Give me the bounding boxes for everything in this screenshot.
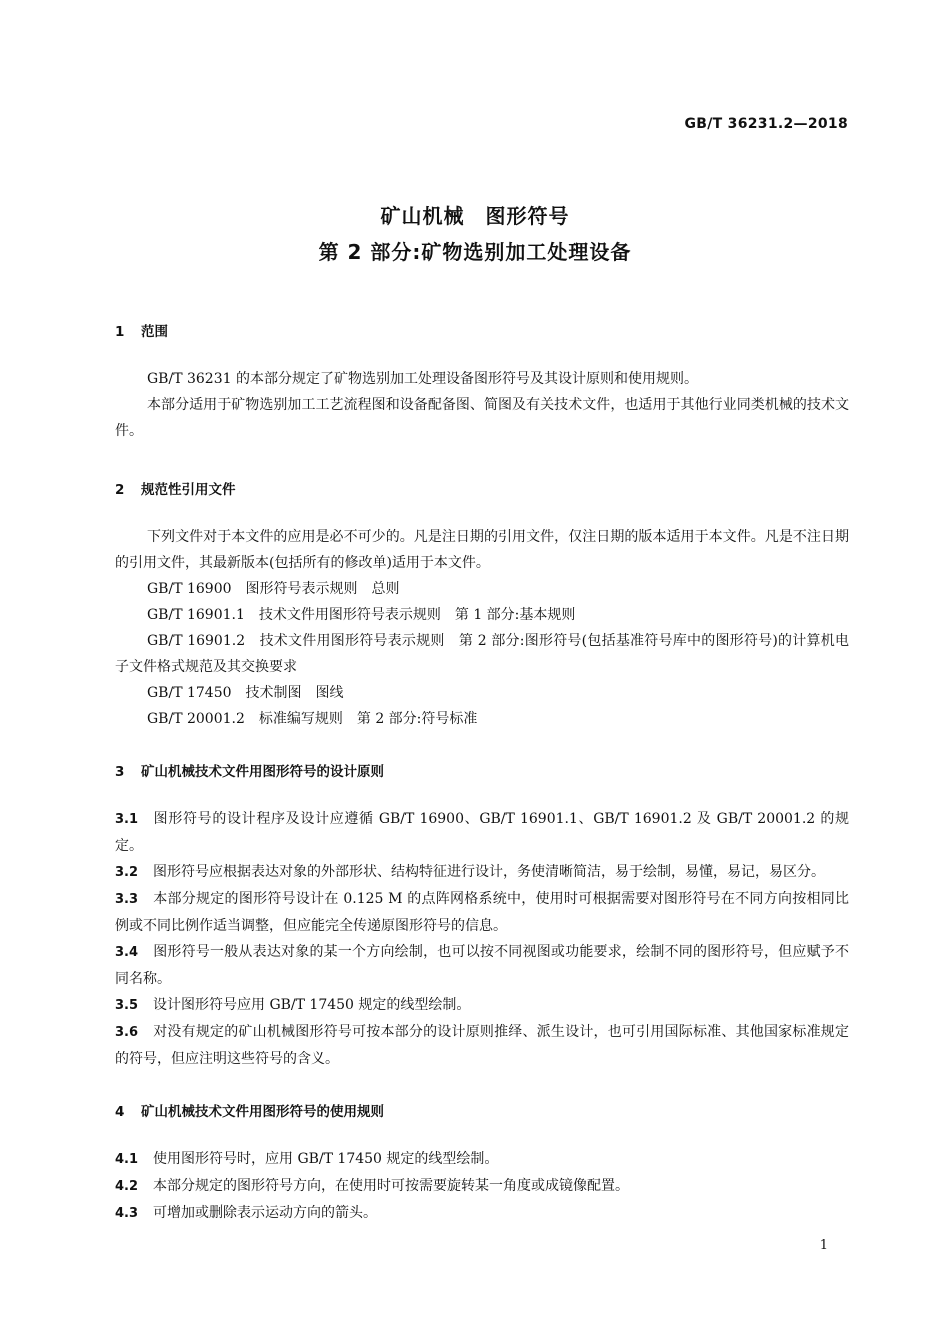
document-title-line1: 矿山机械 图形符号 [380,204,570,228]
clause-3-1: 3.1 图形符号的设计程序及设计应遵循 GB/T 16900、GB/T 16901.1、GB/T 16901.2 及 GB/T 20001.2 的规定。 [115,811,849,854]
reference-item: GB/T 16900 图形符号表示规则 总则 [147,581,400,597]
reference-item: GB/T 16901.2 技术文件用图形符号表示规则 第 2 部分:图形符号(包括基准符号库中的图形符号)的计算机电子文件格式规范及其交换要求 [115,633,849,675]
clause-3-2: 3.2 图形符号应根据表达对象的外部形状、结构特征进行设计，务使清晰简洁，易于绘制，易懂，易记，易区分。 [115,864,825,880]
page-number: 1 [819,1238,828,1253]
clause-4-1: 4.1 使用图形符号时，应用 GB/T 17450 规定的线型绘制。 [115,1151,499,1167]
clause-4-3: 4.3 可增加或删除表示运动方向的箭头。 [115,1205,377,1221]
clause-3-3: 3.3 本部分规定的图形符号设计在 0.125 M 的点阵网格系统中，使用时可根据需要对图形符号在不同方向按相同比例或不同比例作适当调整，但应能完全传递原图形符号的信息。 [115,891,849,934]
reference-item: GB/T 17450 技术制图 图线 [147,685,344,701]
document-body [115,320,849,1227]
clause-3-4: 3.4 图形符号一般从表达对象的某一个方向绘制，也可以按不同视图或功能要求，绘制不同的图形符号，但应赋予不同名称。 [115,944,849,987]
section-1-heading: 1 范围 [115,324,168,340]
section-1-para-1: GB/T 36231 的本部分规定了矿物选别加工处理设备图形符号及其设计原则和使用规则。 [147,371,698,387]
clause-3-6: 3.6 对没有规定的矿山机械图形符号可按本部分的设计原则推绎、派生设计，也可引用国际标准、其他国家标准规定的符号，但应注明这些符号的含义。 [115,1024,849,1067]
reference-item: GB/T 20001.2 标准编写规则 第 2 部分:符号标准 [147,711,478,727]
clause-3-5: 3.5 设计图形符号应用 GB/T 17450 规定的线型绘制。 [115,997,471,1013]
reference-item: GB/T 16901.1 技术文件用图形符号表示规则 第 1 部分:基本规则 [147,607,576,623]
section-1-para-2: 本部分适用于矿物选别加工工艺流程图和设备配备图、简图及有关技术文件，也适用于其他行业同类机械的技术文件。 [115,397,849,439]
section-2-heading: 2 规范性引用文件 [115,482,236,498]
section-4-heading: 4 矿山机械技术文件用图形符号的使用规则 [115,1104,384,1120]
document-title-line2: 第 2 部分:矿物选别加工处理设备 [318,240,632,264]
section-3-heading: 3 矿山机械技术文件用图形符号的设计原则 [115,764,384,780]
standard-code: GB/T 36231.2—2018 [684,116,848,132]
section-2-intro: 下列文件对于本文件的应用是必不可少的。凡是注日期的引用文件，仅注日期的版本适用于本文件。凡是不注日期的引用文件，其最新版本(包括所有的修改单)适用于本文件。 [115,529,849,571]
clause-4-2: 4.2 本部分规定的图形符号方向，在使用时可按需要旋转某一角度或成镜像配置。 [115,1178,629,1194]
